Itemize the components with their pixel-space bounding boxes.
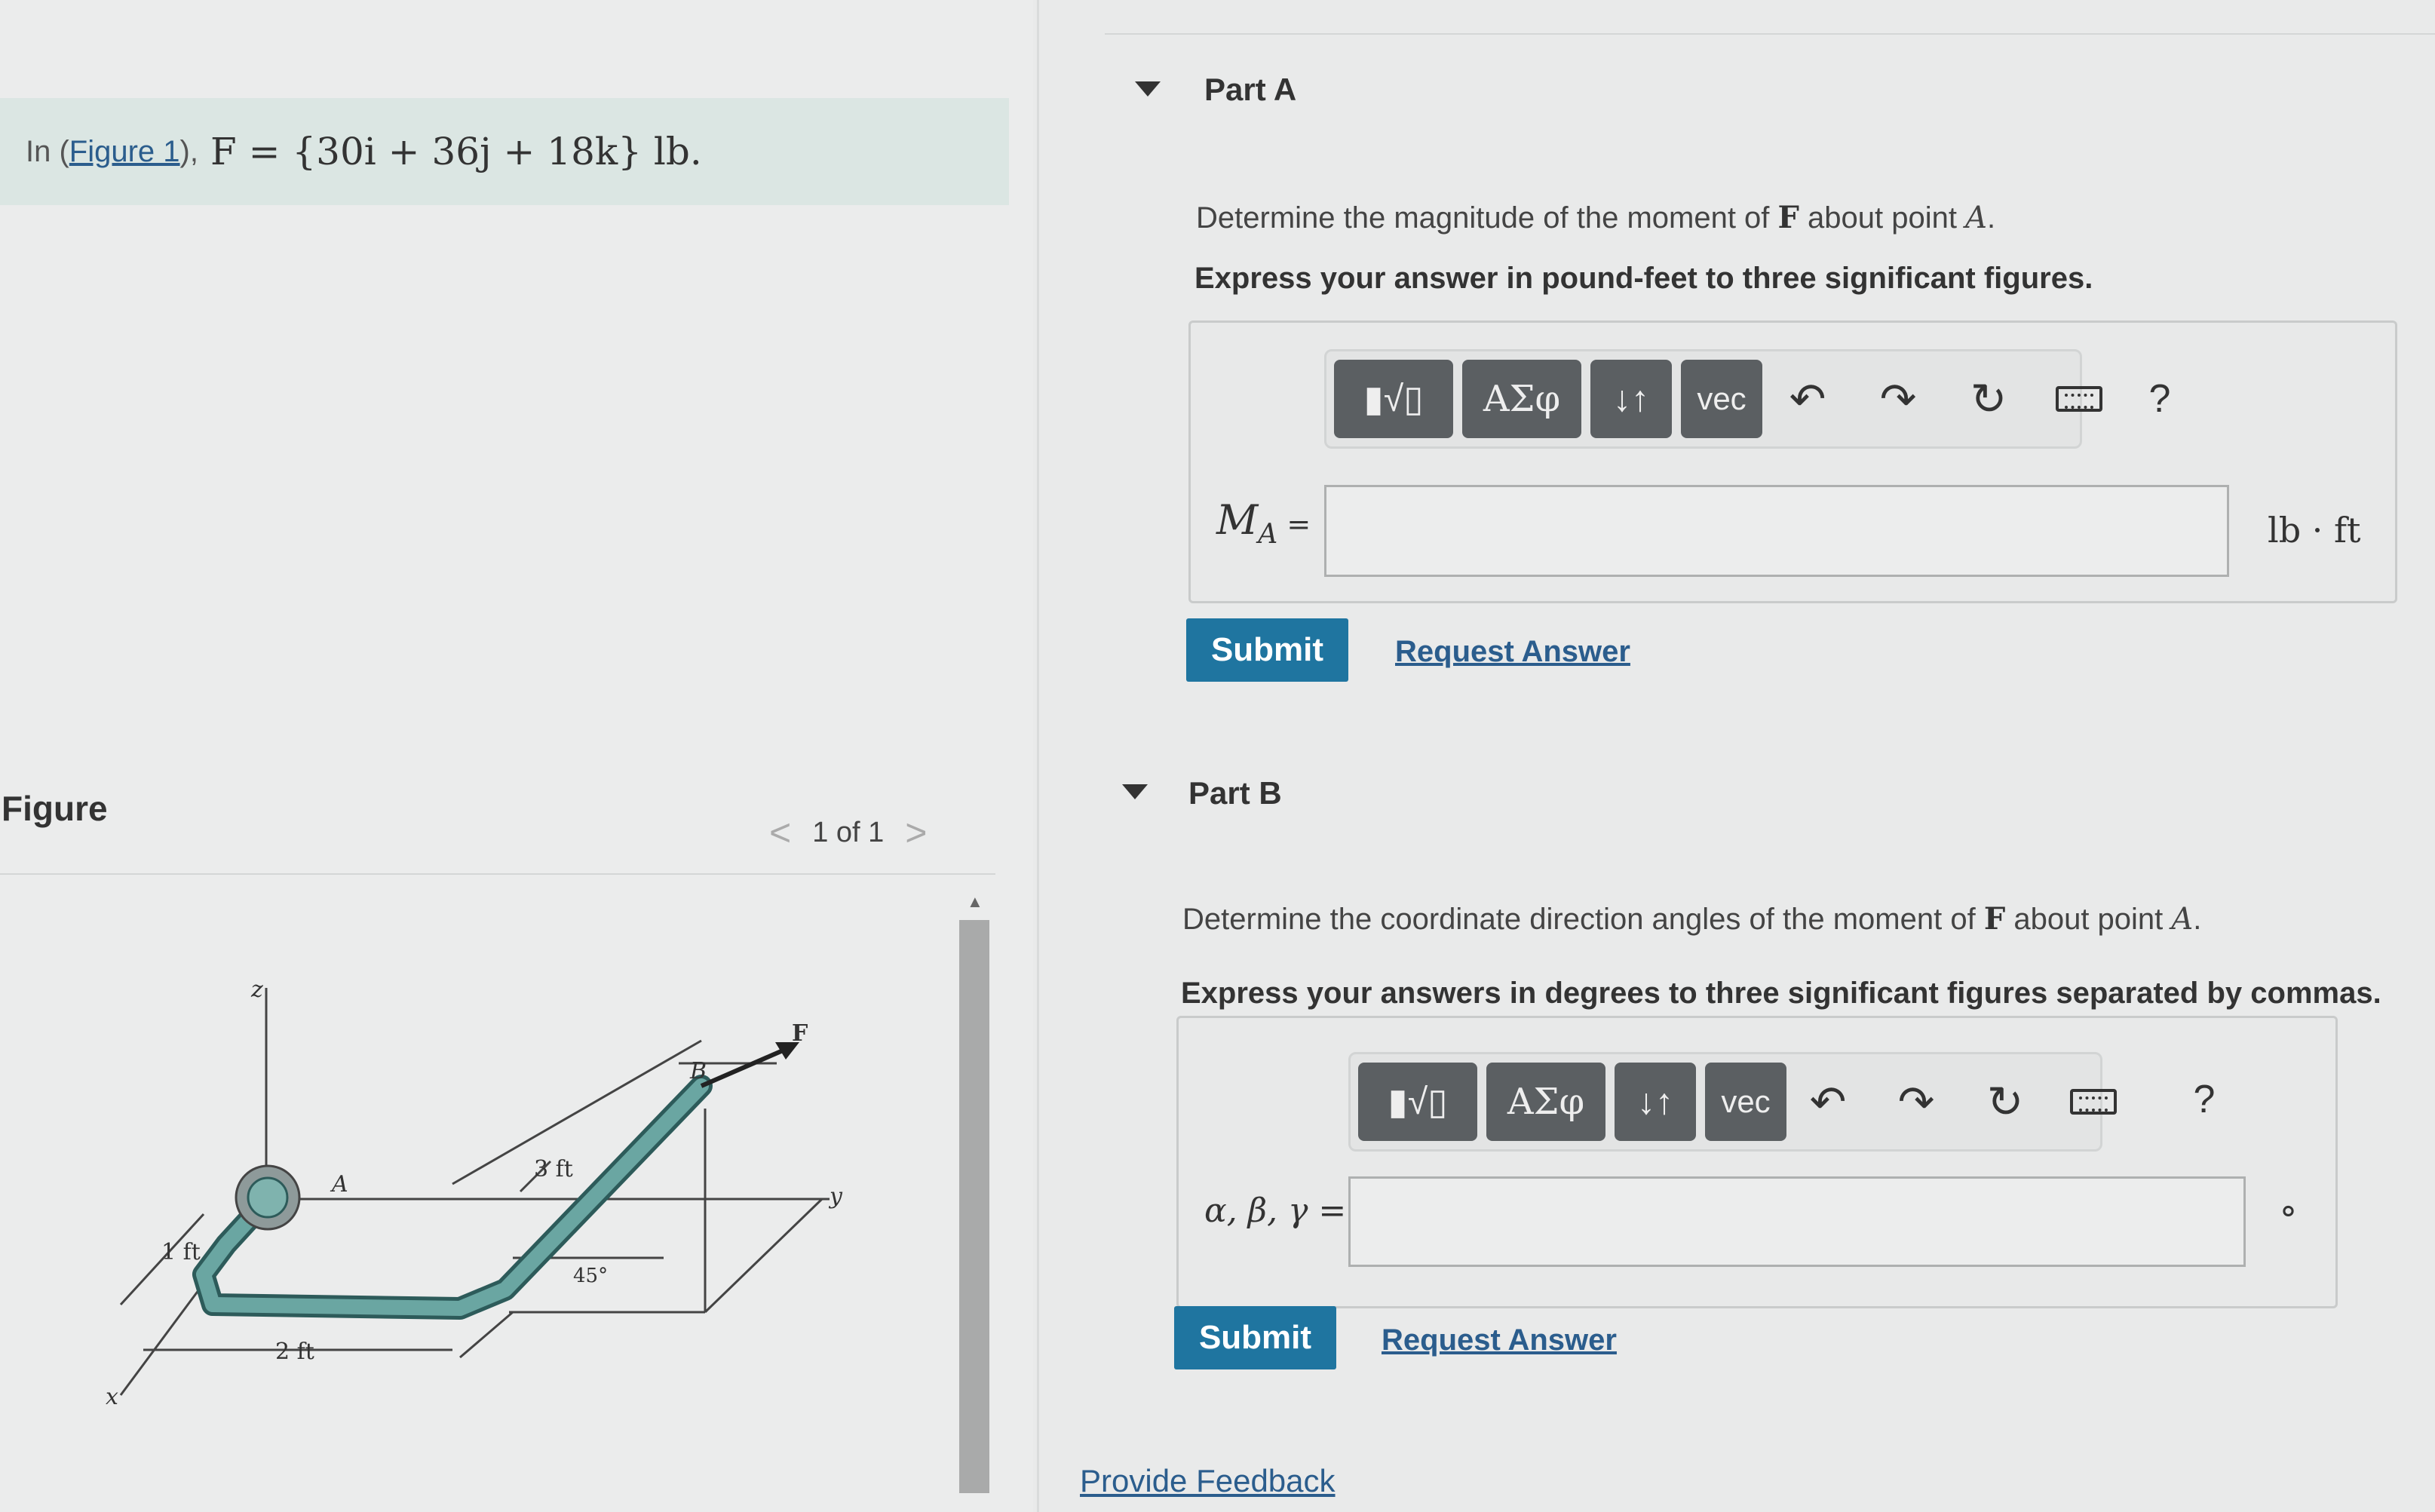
part-a-instruction: Express your answer in pound-feet to three significant figures.: [1194, 262, 2093, 295]
part-b-submit-button[interactable]: Submit: [1174, 1306, 1336, 1369]
reset-icon[interactable]: ↻: [1986, 1078, 2024, 1127]
panel-divider: [1037, 0, 1039, 1512]
part-a-answer-box: [1188, 320, 2397, 603]
part-b-instruction: Express your answers in degrees to three significant figures separated by commas.: [1181, 977, 2381, 1010]
next-figure-button[interactable]: >: [905, 811, 928, 854]
label-z: z: [251, 977, 263, 1003]
problem-prefix: In (: [26, 134, 69, 168]
part-b-answer-box: [1176, 1016, 2338, 1308]
part-b-answer-input[interactable]: [1348, 1176, 2246, 1267]
undo-icon[interactable]: ↶: [1809, 1078, 1847, 1127]
vec-button[interactable]: vec: [1705, 1063, 1786, 1141]
part-b-variable-label: α, β, γ =: [1204, 1192, 1347, 1230]
label-B: B: [690, 1058, 707, 1084]
label-x: x: [106, 1384, 118, 1410]
label-1ft: 1 ft: [161, 1239, 201, 1265]
reset-icon[interactable]: ↻: [1970, 375, 2007, 424]
top-divider: [1105, 33, 2435, 35]
part-a-collapse-icon[interactable]: [1135, 81, 1161, 97]
undo-icon[interactable]: ↶: [1789, 375, 1826, 424]
figure-divider: [0, 873, 995, 875]
scroll-up-arrow-icon[interactable]: ▲: [967, 892, 983, 911]
part-a-variable-label: $M_A$ =: [1216, 496, 1311, 550]
keyboard-icon[interactable]: [2063, 1063, 2124, 1141]
part-a-submit-button[interactable]: Submit: [1186, 618, 1348, 682]
redo-icon[interactable]: ↷: [1879, 375, 1917, 424]
templates-button[interactable]: ▮√▯: [1358, 1063, 1477, 1141]
help-icon[interactable]: ?: [2148, 377, 2171, 421]
part-b-title[interactable]: Part B: [1188, 775, 1282, 811]
part-b-question: Determine the coordinate direction angles of the moment of F about point A.: [1182, 901, 2202, 937]
label-3ft: 3 ft: [534, 1156, 573, 1182]
part-a-title[interactable]: Part A: [1204, 72, 1297, 107]
part-a-toolbar: [1324, 349, 2171, 449]
label-2ft: 2 ft: [275, 1339, 314, 1365]
provide-feedback-link[interactable]: Provide Feedback: [1080, 1463, 1336, 1498]
part-a-question: Determine the magnitude of the moment of F about point A.: [1196, 200, 1996, 235]
figure-heading: Figure: [2, 789, 108, 828]
problem-suffix: ),: [179, 134, 198, 168]
part-b-collapse-icon[interactable]: [1122, 784, 1148, 799]
part-b-toolbar: [1348, 1052, 2102, 1152]
label-y: y: [830, 1183, 842, 1210]
label-45deg: 45°: [573, 1265, 609, 1287]
pager-text: 1 of 1: [812, 816, 885, 848]
part-b-unit: °: [2280, 1199, 2297, 1240]
pipe-figure: [75, 958, 905, 1425]
greek-symbols-button[interactable]: ΑΣφ: [1486, 1063, 1605, 1141]
redo-icon[interactable]: ↷: [1897, 1078, 1935, 1127]
label-A: A: [332, 1171, 348, 1198]
part-a-answer-input[interactable]: [1324, 485, 2229, 577]
arrows-button[interactable]: ↓↑: [1615, 1063, 1696, 1141]
figure-pager: [769, 811, 927, 854]
figure-scrollbar-thumb[interactable]: [959, 920, 989, 1493]
part-a-unit: lb · ft: [2268, 510, 2361, 551]
templates-button[interactable]: ▮√▯: [1334, 360, 1453, 438]
problem-statement: [0, 98, 1009, 205]
vec-button[interactable]: vec: [1681, 360, 1762, 438]
part-a-request-answer-link[interactable]: Request Answer: [1395, 635, 1630, 668]
part-b-request-answer-link[interactable]: Request Answer: [1382, 1323, 1617, 1357]
keyboard-icon[interactable]: [2049, 360, 2109, 438]
prev-figure-button[interactable]: <: [769, 811, 792, 854]
force-equation: F = {30i + 36j + 18k} lb.: [210, 130, 702, 173]
left-panel: [0, 0, 1033, 1512]
force-arrow: [701, 1048, 788, 1086]
help-icon[interactable]: ?: [2193, 1078, 2216, 1121]
figure-link[interactable]: Figure 1: [69, 134, 180, 168]
greek-symbols-button[interactable]: ΑΣφ: [1462, 360, 1581, 438]
label-F: F: [792, 1020, 808, 1047]
arrows-button[interactable]: ↓↑: [1590, 360, 1672, 438]
